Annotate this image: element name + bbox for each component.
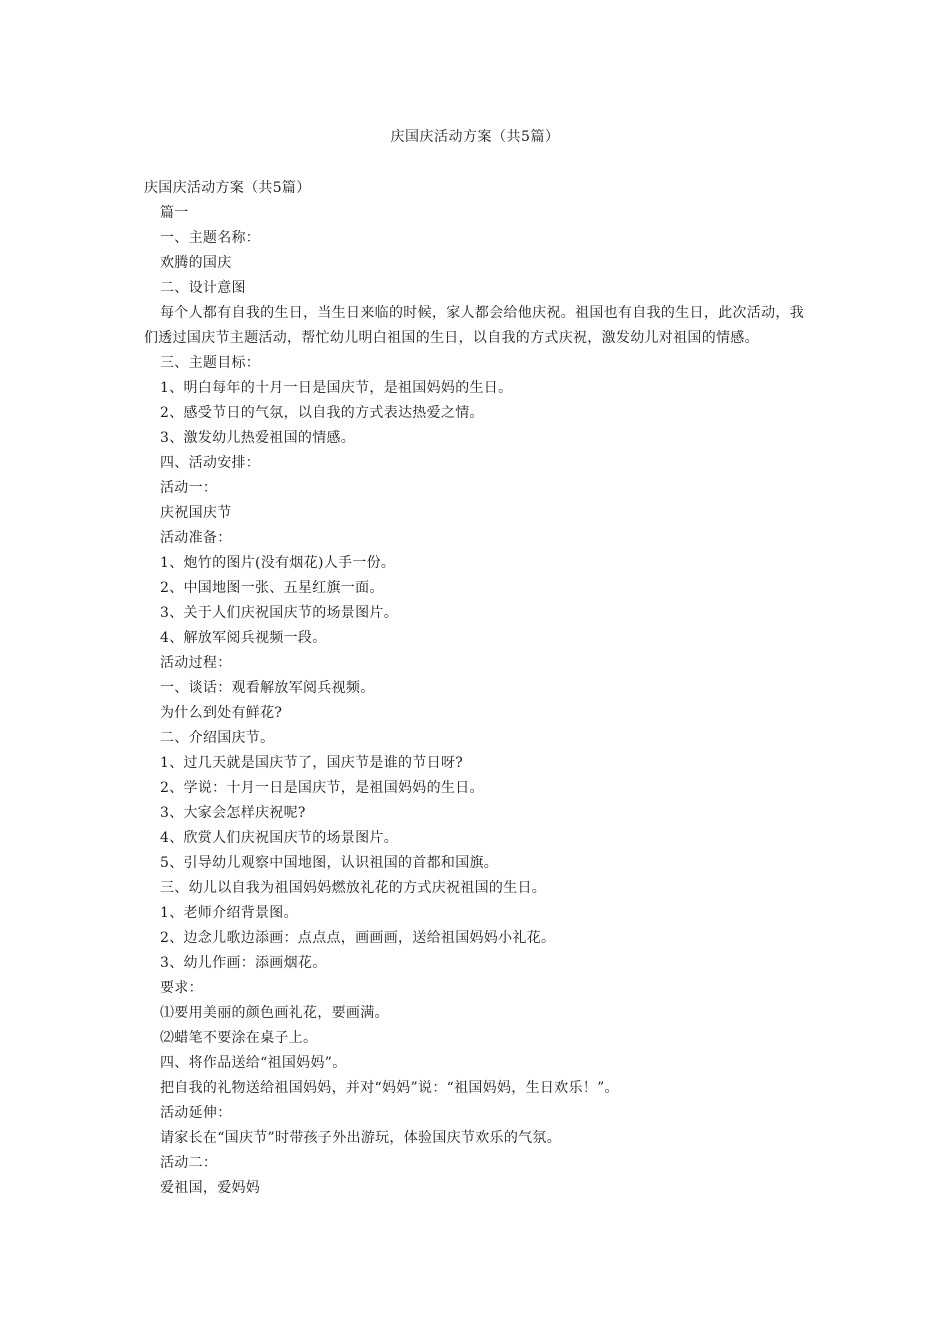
list-item: 1、炮竹的图片(没有烟花)人手一份。 [160, 555, 396, 571]
list-item: 4、解放军阅兵视频一段。 [160, 630, 327, 646]
list-item: 3、幼儿作画：添画烟花。 [160, 955, 327, 971]
text-line: 爱祖国，爱妈妈 [160, 1180, 261, 1196]
section-label: 篇一 [160, 205, 189, 221]
list-item: ⑵蜡笔不要涂在桌子上。 [160, 1030, 318, 1046]
subheading: 四、活动安排： [160, 455, 261, 471]
subheading: 三、幼儿以自我为祖国妈妈燃放礼花的方式庆祝祖国的生日。 [160, 880, 547, 896]
document-title: 庆国庆活动方案（共5篇） [390, 129, 560, 145]
list-item: 2、边念儿歌边添画：点点点，画画画，送给祖国妈妈小礼花。 [160, 930, 556, 946]
text-line: 活动延伸： [160, 1105, 232, 1121]
subheading: 一、主题名称： [160, 230, 261, 246]
text-line: 要求： [160, 980, 203, 996]
text-line: 把自我的礼物送给祖国妈妈，并对“妈妈”说：“祖国妈妈，生日欢乐！”。 [160, 1080, 619, 1096]
list-item: 3、激发幼儿热爱祖国的情感。 [160, 430, 356, 446]
list-item: ⑴要用美丽的颜色画礼花，要画满。 [160, 1005, 389, 1021]
subheading: 一、谈话：观看解放军阅兵视频。 [160, 680, 375, 696]
list-item: 1、过几天就是国庆节了，国庆节是谁的节日呀? [160, 755, 464, 771]
text-line: 活动一： [160, 480, 218, 496]
text-line: 请家长在“国庆节”时带孩子外出游玩，体验国庆节欢乐的气氛。 [160, 1130, 562, 1146]
list-item: 2、学说：十月一日是国庆节，是祖国妈妈的生日。 [160, 780, 484, 796]
subheading: 二、介绍国庆节。 [160, 730, 275, 746]
text-line: 庆祝国庆节 [160, 505, 232, 521]
list-item: 2、感受节日的气氛，以自我的方式表达热爱之情。 [160, 405, 484, 421]
text-line: 为什么到处有鲜花? [160, 705, 283, 721]
subheading: 四、将作品送给“祖国妈妈”。 [160, 1055, 347, 1071]
document-body [144, 176, 804, 1201]
document-heading: 庆国庆活动方案（共5篇） [144, 180, 311, 196]
list-item: 3、大家会怎样庆祝呢? [160, 805, 306, 821]
list-item: 5、引导幼儿观察中国地图，认识祖国的首都和国旗。 [160, 855, 499, 871]
list-item: 4、欣赏人们庆祝国庆节的场景图片。 [160, 830, 399, 846]
subheading: 三、主题目标： [160, 355, 261, 371]
subheading: 二、设计意图 [160, 280, 246, 296]
text-line: 欢腾的国庆 [160, 255, 232, 271]
list-item: 1、明白每年的十月一日是国庆节，是祖国妈妈的生日。 [160, 380, 513, 396]
list-item: 3、关于人们庆祝国庆节的场景图片。 [160, 605, 399, 621]
list-item: 1、老师介绍背景图。 [160, 905, 298, 921]
text-line: 活动准备： [160, 530, 232, 546]
body-paragraph: 每个人都有自我的生日，当生日来临的时候，家人都会给他庆祝。祖国也有自我的生日，此次活动，我们透过国庆节主题活动，帮忙幼儿明白祖国的生日，以自我的方式庆祝，激发幼儿对祖国的情感。 [144, 305, 804, 346]
list-item: 2、中国地图一张、五星红旗一面。 [160, 580, 384, 596]
text-line: 活动过程： [160, 655, 232, 671]
text-line: 活动二： [160, 1155, 218, 1171]
